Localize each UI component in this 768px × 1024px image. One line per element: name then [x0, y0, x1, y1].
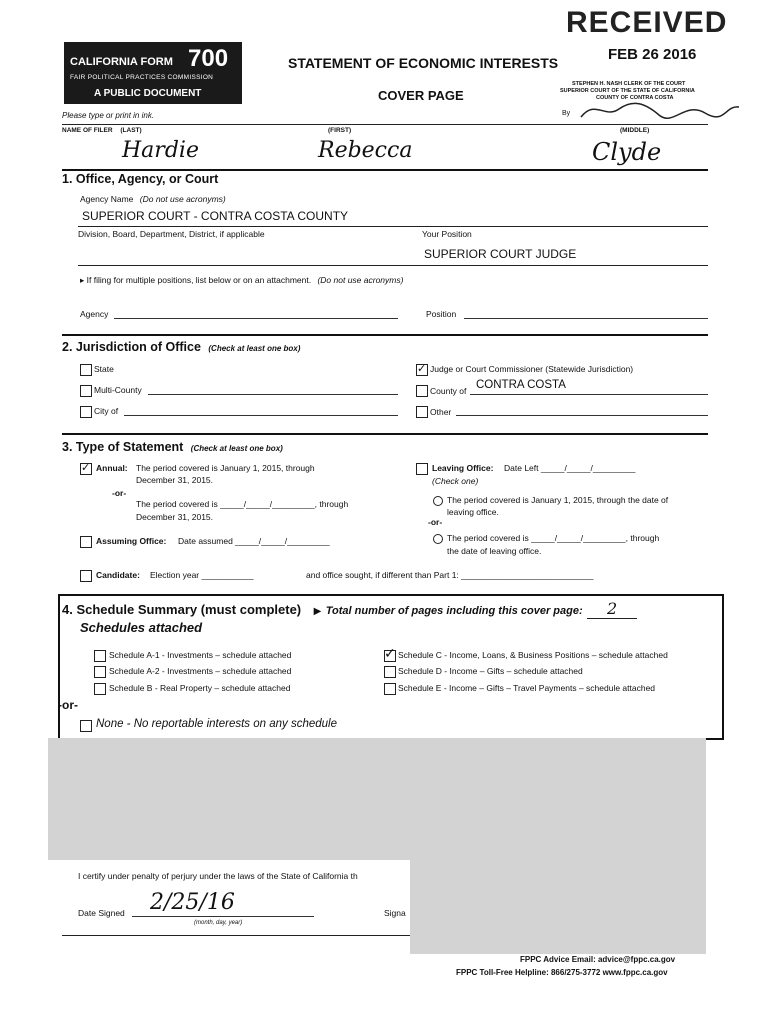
annual-text2: December 31, 2015.	[136, 475, 214, 485]
position-label: Your Position	[422, 229, 472, 239]
county-checkbox[interactable]	[416, 385, 428, 397]
position-field[interactable]: SUPERIOR COURT JUDGE	[424, 247, 577, 261]
filer-middle-name[interactable]: Clyde	[592, 138, 662, 166]
state-label: State	[94, 364, 114, 374]
schedule-a2-checkbox[interactable]	[94, 666, 106, 678]
schedule-b-label: Schedule B - Real Property – schedule attached	[109, 683, 291, 693]
total-pages-field[interactable]: 2	[587, 599, 637, 619]
position2-field[interactable]	[464, 318, 708, 319]
name-label: NAME OF FILER (LAST)	[62, 127, 142, 134]
agency2-field[interactable]	[114, 318, 398, 319]
judge-label: Judge or Court Commissioner (Statewide Jurisdiction)	[430, 364, 634, 374]
redaction-block-upper	[48, 738, 706, 860]
agency2-label: Agency	[80, 309, 109, 319]
form-title: STATEMENT OF ECONOMIC INTERESTS	[288, 55, 559, 71]
schedule-c-label: Schedule C - Income, Loans, & Business Positions – schedule attached	[398, 650, 668, 660]
stamp-by: By	[562, 110, 571, 117]
signature-label: Signa	[384, 908, 406, 918]
filer-first-name[interactable]: Rebecca	[318, 138, 413, 163]
form-label: CALIFORNIA FORM	[70, 56, 173, 68]
multi-county-label: Multi-County	[94, 385, 142, 395]
first-label: (FIRST)	[328, 127, 352, 134]
assuming-checkbox[interactable]	[80, 536, 92, 548]
checkmark-icon: ✓	[384, 645, 396, 661]
none-label: None - No reportable interests on any schedule	[96, 718, 338, 730]
footer-helpline: FPPC Toll-Free Helpline: 866/275-3772 www.fppc.ca.gov	[456, 968, 668, 977]
leaving-option1-radio[interactable]	[433, 496, 443, 506]
assuming-label: Assuming Office:	[96, 536, 167, 546]
leaving-option2: The period covered is _____/_____/_________, through	[447, 533, 660, 543]
public-document: A PUBLIC DOCUMENT	[94, 88, 202, 99]
ink-note: Please type or print in ink.	[62, 111, 155, 120]
certify-text: I certify under penalty of perjury under the laws of the State of California th	[78, 871, 358, 881]
schedule-a2-label: Schedule A-2 - Investments – schedule attached	[109, 666, 292, 676]
schedule-a1-checkbox[interactable]	[94, 650, 106, 662]
multi-county-checkbox[interactable]	[80, 385, 92, 397]
checkmark-icon: ✓	[417, 363, 427, 375]
assuming-date[interactable]: Date assumed _____/_____/_________	[178, 536, 330, 546]
schedule-e-label: Schedule E - Income – Gifts – Travel Payments – schedule attached	[398, 683, 656, 693]
county-label: County of	[430, 386, 467, 396]
annual-checkbox[interactable]	[80, 463, 92, 475]
stamp-date: FEB 26 2016	[608, 46, 697, 63]
form-badge	[64, 42, 242, 104]
section2-header: 2. Jurisdiction of Office (Check at least one box)	[62, 340, 301, 354]
stamp-county: COUNTY OF CONTRA COSTA	[596, 95, 674, 101]
footer-email: FPPC Advice Email: advice@fppc.ca.gov	[520, 955, 676, 964]
filer-last-name[interactable]: Hardie	[122, 138, 199, 163]
other-label: Other	[430, 407, 452, 417]
date-hint: (month, day, year)	[194, 920, 243, 926]
section1-title: 1. Office, Agency, or Court	[62, 172, 219, 186]
date-signed-field[interactable]: 2/25/16	[150, 890, 235, 915]
stamp-court: SUPERIOR COURT OF THE STATE OF CALIFORNIA	[560, 88, 695, 94]
agency-name-label: Agency Name (Do not use acronyms)	[80, 194, 226, 204]
position2-label: Position	[426, 309, 457, 319]
none-checkbox[interactable]	[80, 720, 92, 732]
arrow-right-icon: ▶	[313, 606, 322, 617]
leaving-option1: The period covered is January 1, 2015, through the date of	[447, 495, 669, 505]
leaving-option2b: the date of leaving office.	[447, 546, 542, 556]
section4-or: -or-	[58, 698, 78, 712]
stamp-clerk: STEPHEN H. NASH CLERK OF THE COURT	[572, 81, 686, 87]
candidate-year[interactable]: Election year ___________	[150, 570, 254, 580]
commission-name: FAIR POLITICAL PRACTICES COMMISSION	[70, 74, 214, 81]
schedule-d-checkbox[interactable]	[384, 666, 396, 678]
candidate-checkbox[interactable]	[80, 570, 92, 582]
period-text2: December 31, 2015.	[136, 512, 214, 522]
section4-header: 4. Schedule Summary (must complete) ▶ Total number of pages including this cover page: 2	[62, 599, 712, 619]
schedule-b-checkbox[interactable]	[94, 683, 106, 695]
section3-header: 3. Type of Statement (Check at least one box)	[62, 440, 283, 454]
leaving-date[interactable]: Date Left _____/_____/_________	[504, 463, 636, 473]
county-field[interactable]: CONTRA COSTA	[476, 379, 566, 391]
schedule-a1-label: Schedule A-1 - Investments – schedule attached	[109, 650, 292, 660]
state-checkbox[interactable]	[80, 364, 92, 376]
leaving-option2-radio[interactable]	[433, 534, 443, 544]
period-text: The period covered is _____/_____/_________, through	[136, 499, 349, 509]
other-checkbox[interactable]	[416, 406, 428, 418]
judge-checkbox[interactable]	[416, 364, 428, 376]
received-stamp	[558, 6, 740, 68]
checkmark-icon: ✓	[81, 462, 91, 474]
candidate-office[interactable]: and office sought, if different than Part 1: ____________________________	[306, 570, 594, 580]
leaving-option1b: leaving office.	[447, 507, 499, 517]
city-checkbox[interactable]	[80, 406, 92, 418]
schedule-d-label: Schedule D - Income – Gifts – schedule attached	[398, 666, 583, 676]
schedule-c-checkbox[interactable]	[384, 645, 396, 662]
form-subtitle: COVER PAGE	[378, 88, 464, 103]
multi-position-note: ▸ If filing for multiple positions, list below or on an attachment. (Do not use acronyms)	[80, 275, 404, 285]
stamp-received-text: RECEIVED	[566, 6, 728, 39]
leaving-label: Leaving Office:	[432, 463, 494, 473]
schedules-attached-label: Schedules attached	[80, 620, 203, 635]
annual-or: -or-	[112, 488, 127, 498]
leaving-or: -or-	[428, 517, 443, 527]
schedule-e-checkbox[interactable]	[384, 683, 396, 695]
candidate-label: Candidate:	[96, 570, 140, 580]
agency-name-field[interactable]: SUPERIOR COURT - CONTRA COSTA COUNTY	[82, 209, 349, 223]
division-label: Division, Board, Department, District, if applicable	[78, 229, 265, 239]
city-label: City of	[94, 406, 119, 416]
annual-text: The period covered is January 1, 2015, through	[136, 463, 315, 473]
middle-label: (MIDDLE)	[620, 127, 650, 134]
redaction-block-lower	[410, 860, 706, 954]
clerk-signature	[575, 95, 745, 125]
date-signed-label: Date Signed	[78, 908, 125, 918]
annual-label: Annual:	[96, 463, 128, 473]
leaving-checkbox[interactable]	[416, 463, 428, 475]
form-number: 700	[188, 45, 229, 72]
arrow-right-icon: ▸	[80, 275, 85, 285]
check-one: (Check one)	[432, 476, 479, 486]
